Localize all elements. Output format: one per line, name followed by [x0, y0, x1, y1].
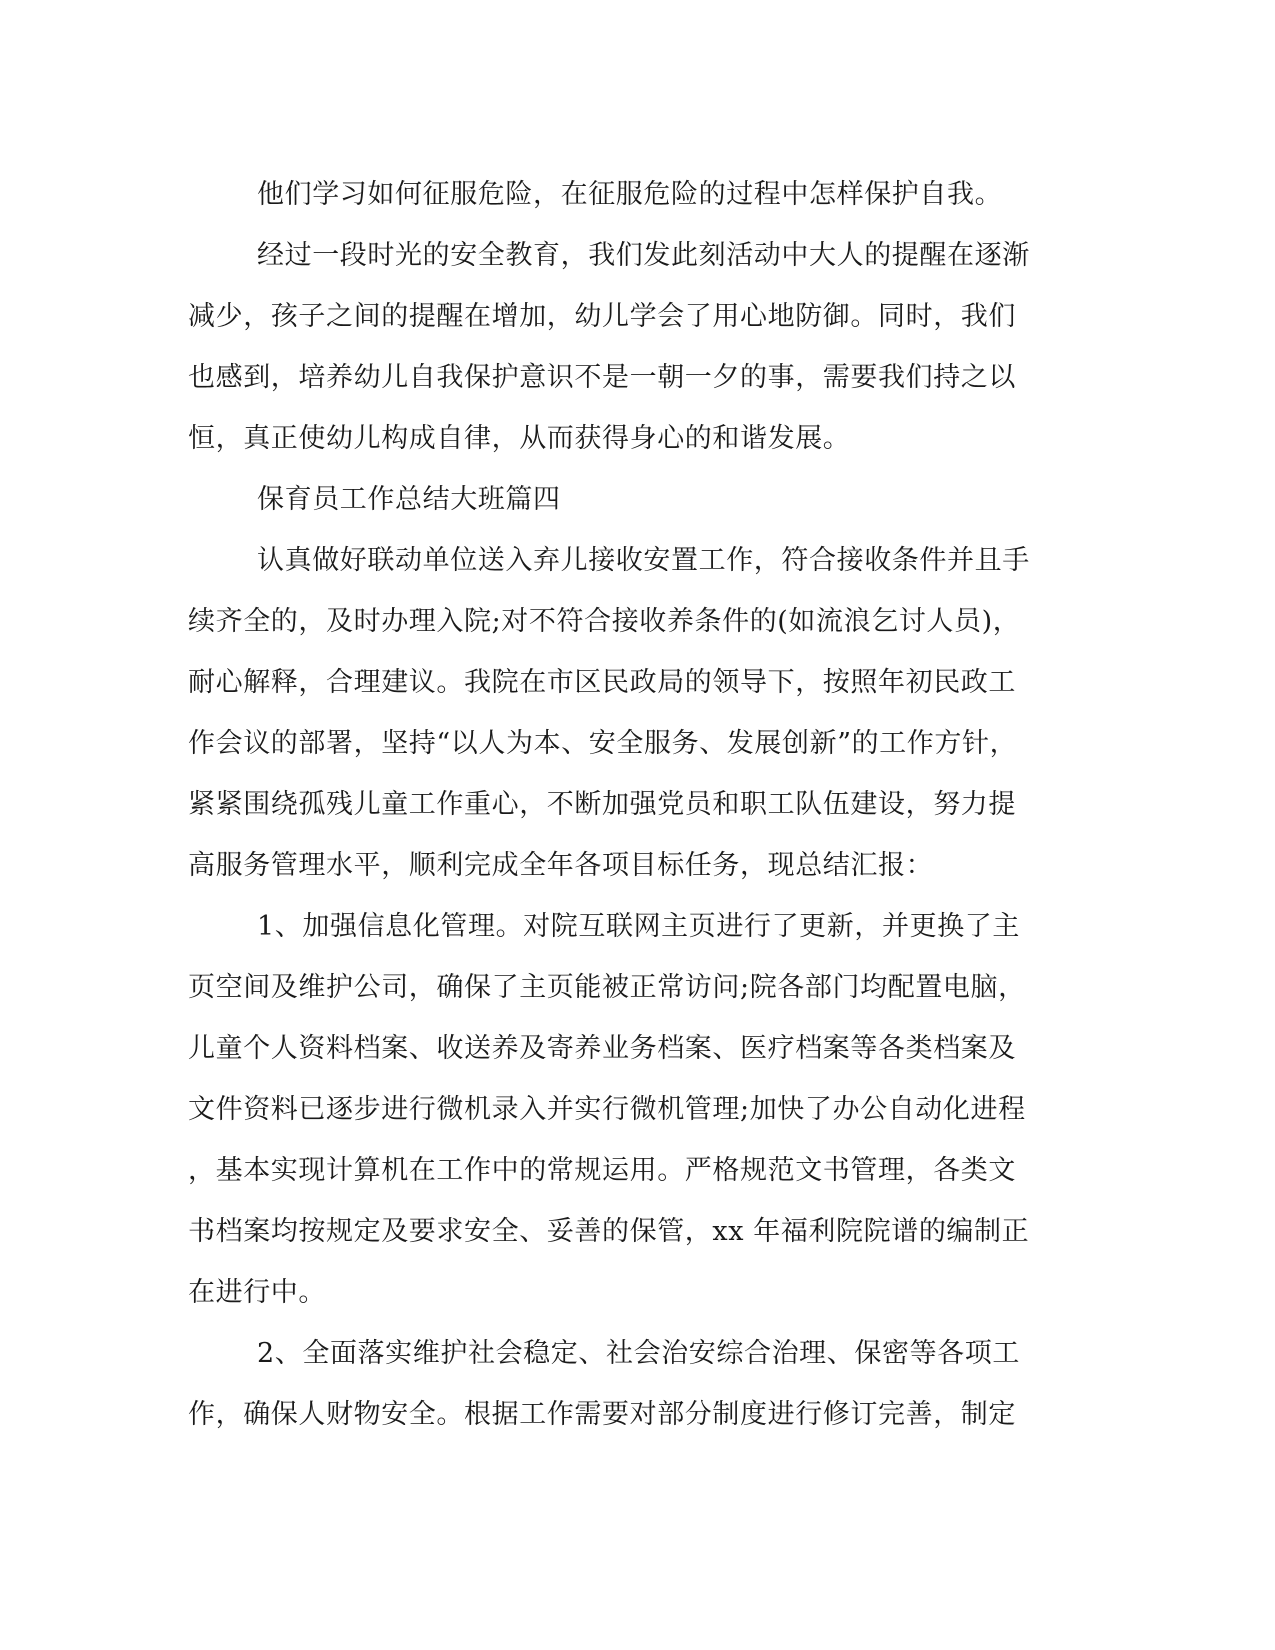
text-line: 高服务管理水平，顺利完成全年各项目标任务，现总结汇报： [188, 850, 934, 881]
text-line: 2、全面落实维护社会稳定、社会治安综合治理、保密等各项工 [257, 1338, 1020, 1369]
text-line: 保育员工作总结大班篇四 [257, 484, 561, 515]
text-line: 恒，真正使幼儿构成自律，从而获得身心的和谐发展。 [188, 423, 851, 454]
text-line: 续齐全的，及时办理入院;对不符合接收养条件的(如流浪乞讨人员)， [188, 606, 1021, 637]
text-line: 作会议的部署，坚持“以人为本、安全服务、发展创新”的工作方针， [188, 728, 1018, 759]
text-line: 1、加强信息化管理。对院互联网主页进行了更新，并更换了主 [257, 911, 1020, 942]
text-line: 儿童个人资料档案、收送养及寄养业务档案、医疗档案等各类档案及 [188, 1033, 1016, 1064]
text-line: 书档案均按规定及要求安全、妥善的保管，xx 年福利院院谱的编制正 [188, 1216, 1030, 1247]
document-body [188, 164, 1068, 1445]
text-line: 作，确保人财物安全。根据工作需要对部分制度进行修订完善，制定 [188, 1399, 1016, 1430]
text-line: 耐心解释，合理建议。我院在市区民政局的领导下，按照年初民政工 [188, 667, 1016, 698]
text-line: 在进行中。 [188, 1277, 326, 1308]
text-line: 也感到，培养幼儿自我保护意识不是一朝一夕的事，需要我们持之以 [188, 362, 1016, 393]
text-line: 文件资料已逐步进行微机录入并实行微机管理;加快了办公自动化进程 [188, 1094, 1026, 1125]
text-line: 紧紧围绕孤残儿童工作重心，不断加强党员和职工队伍建设，努力提 [188, 789, 1016, 820]
text-line: 经过一段时光的安全教育，我们发此刻活动中大人的提醒在逐渐 [257, 240, 1030, 271]
text-line: 他们学习如何征服危险，在征服危险的过程中怎样保护自我。 [257, 179, 1003, 210]
text-line: 减少，孩子之间的提醒在增加，幼儿学会了用心地防御。同时，我们 [188, 301, 1016, 332]
text-line: ，基本实现计算机在工作中的常规运用。严格规范文书管理，各类文 [188, 1155, 1016, 1186]
text-line: 认真做好联动单位送入弃儿接收安置工作，符合接收条件并且手 [257, 545, 1030, 576]
text-line: 页空间及维护公司，确保了主页能被正常访问;院各部门均配置电脑， [188, 972, 1026, 1003]
